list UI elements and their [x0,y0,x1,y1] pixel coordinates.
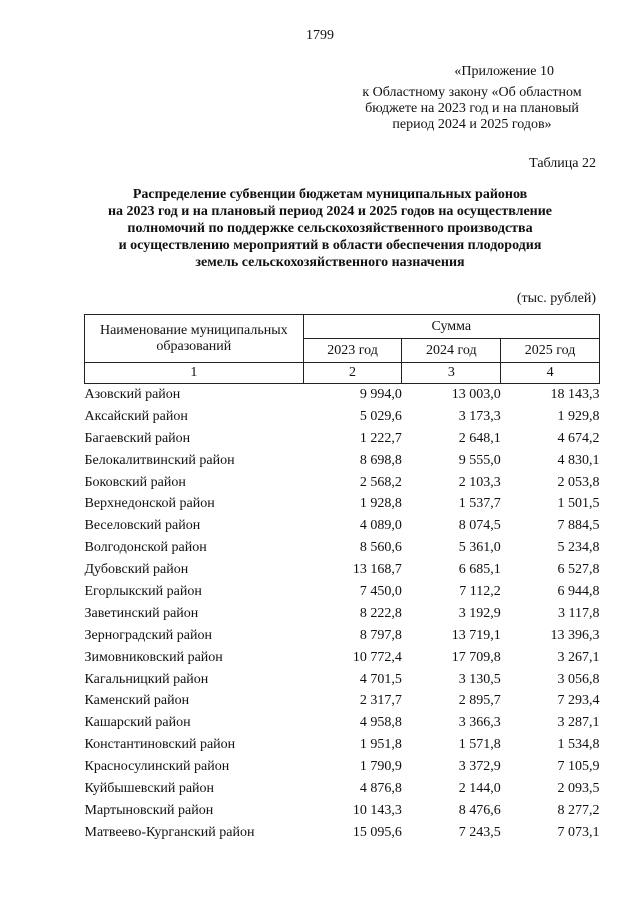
municipality-name: Зимовниковский район [84,649,223,665]
table-row [85,450,600,472]
header-municipality-line: образований [156,338,232,354]
table-row [85,559,600,581]
value-2023: 8 698,8 [359,452,402,468]
title-line: на 2023 год и на плановый период 2024 и 2025 годов на осуществление [107,204,553,219]
value-2023: 13 168,7 [352,562,402,578]
municipality-name: Мартыновский район [84,802,214,818]
value-2024: 2 103,3 [458,474,501,490]
title-line: Распределение субвенции бюджетам муниципальных районов [132,187,528,202]
value-2023: 1 928,8 [359,496,402,512]
table-number: Таблица 22 [529,156,596,171]
table-row [85,647,600,669]
table-row [85,537,600,559]
title-line: и осуществлению мероприятий в области обеспечения плодородия [118,238,542,253]
value-2025: 1 534,8 [557,737,600,753]
value-2025: 7 293,4 [557,693,600,709]
municipality-name: Кагальницкий район [84,671,209,687]
header-year-2023: 2023 год [303,339,402,363]
header-year-2025: 2025 год [501,339,600,363]
municipality-name: Красносулинский район [84,759,230,775]
value-2024: 7 243,5 [458,824,501,840]
table-row [85,493,600,515]
value-2024: 3 192,9 [458,605,501,621]
value-2023: 4 958,8 [359,715,402,731]
value-2024: 13 003,0 [451,386,501,402]
value-2025: 2 093,5 [557,780,600,796]
document-title [80,186,580,271]
value-2023: 1 790,9 [359,759,402,775]
value-2023: 2 317,7 [359,693,402,709]
table-row [85,472,600,494]
value-2024: 8 476,6 [458,802,501,818]
value-2025: 13 396,3 [550,627,600,643]
municipality-name: Каменский район [84,693,190,709]
header-municipality [85,315,304,363]
value-2023: 10 143,3 [352,802,402,818]
municipality-name: Боковский район [84,474,186,490]
table-row [85,625,600,647]
appendix-line: бюджете на 2023 год и на плановый [365,101,579,116]
value-2024: 8 074,5 [458,518,501,534]
table-body [85,384,600,844]
value-2025: 7 884,5 [557,518,600,534]
table-row [85,756,600,778]
value-2024: 5 361,0 [458,540,501,556]
header-index-2: 2 [303,363,402,384]
table-row [85,669,600,691]
municipality-name: Азовский район [84,386,181,402]
municipality-name: Константиновский район [84,737,236,753]
table-row [85,712,600,734]
value-2023: 10 772,4 [352,649,402,665]
subvention-table [84,314,600,844]
table-row [85,603,600,625]
value-2024: 2 895,7 [458,693,501,709]
units-label: (тыс. рублей) [516,291,596,306]
value-2023: 4 089,0 [359,518,402,534]
header-index-1: 1 [85,363,304,384]
value-2023: 9 994,0 [359,386,402,402]
value-2025: 18 143,3 [550,386,600,402]
value-2025: 1 501,5 [557,496,600,512]
value-2024: 3 130,5 [458,671,501,687]
value-2025: 5 234,8 [557,540,600,556]
header-sum: Сумма [303,315,599,339]
municipality-name: Заветинский район [84,605,199,621]
table-row [85,822,600,844]
title-line: полномочий по поддержке сельскохозяйственного производства [127,221,533,236]
header-municipality-line: Наименование муниципальных [99,322,288,338]
value-2025: 1 929,8 [557,408,600,424]
value-2023: 1 222,7 [359,430,402,446]
value-2024: 13 719,1 [451,627,501,643]
municipality-name: Верхнедонской район [84,496,215,512]
table-row [85,581,600,603]
header-year-2024: 2024 год [402,339,501,363]
table-row [85,778,600,800]
title-line: земель сельскохозяйственного назначения [195,255,465,270]
value-2023: 8 560,6 [359,540,402,556]
value-2025: 3 267,1 [557,649,600,665]
municipality-name: Куйбышевский район [84,780,215,796]
value-2025: 8 277,2 [557,802,600,818]
value-2024: 1 571,8 [458,737,501,753]
value-2025: 2 053,8 [557,474,600,490]
value-2025: 4 674,2 [557,430,600,446]
value-2023: 1 951,8 [359,737,402,753]
value-2025: 3 056,8 [557,671,600,687]
header-index-4: 4 [501,363,600,384]
value-2024: 2 144,0 [458,780,501,796]
value-2024: 6 685,1 [458,562,501,578]
municipality-name: Веселовский район [84,518,201,534]
value-2025: 3 117,8 [558,605,600,621]
value-2024: 7 112,2 [459,583,501,599]
appendix-line: период 2024 и 2025 годов» [392,117,552,132]
value-2024: 3 366,3 [458,715,501,731]
value-2023: 7 450,0 [359,583,402,599]
appendix-reference [342,85,602,133]
table-row [85,384,600,406]
page-number: 1799 [306,28,334,43]
municipality-name: Багаевский район [84,430,191,446]
value-2024: 3 372,9 [458,759,501,775]
value-2023: 4 876,8 [359,780,402,796]
table-row [85,428,600,450]
value-2023: 5 029,6 [359,408,402,424]
value-2025: 7 105,9 [557,759,600,775]
value-2024: 1 537,7 [458,496,501,512]
value-2023: 4 701,5 [359,671,402,687]
municipality-name: Дубовский район [84,562,189,578]
value-2023: 15 095,6 [352,824,402,840]
table-row [85,800,600,822]
municipality-name: Белокалитвинский район [84,452,235,468]
value-2024: 9 555,0 [458,452,501,468]
value-2025: 6 527,8 [557,562,600,578]
appendix-label: «Приложение 10 [454,64,554,79]
table-row [85,515,600,537]
value-2025: 4 830,1 [557,452,600,468]
appendix-line: к Областному закону «Об областном [362,85,582,100]
value-2024: 2 648,1 [458,430,501,446]
value-2023: 8 797,8 [359,627,402,643]
value-2025: 3 287,1 [557,715,600,731]
value-2023: 8 222,8 [359,605,402,621]
municipality-name: Кашарский район [84,715,191,731]
value-2025: 6 944,8 [557,583,600,599]
value-2023: 2 568,2 [359,474,402,490]
value-2024: 3 173,3 [458,408,501,424]
municipality-name: Аксайский район [84,408,188,424]
value-2025: 7 073,1 [557,824,600,840]
value-2024: 17 709,8 [451,649,501,665]
table-row [85,734,600,756]
table-row [85,406,600,428]
header-index-3: 3 [402,363,501,384]
municipality-name: Зерноградский район [84,627,212,643]
municipality-name: Волгодонской район [84,540,207,556]
municipality-name: Матвеево-Курганский район [84,824,255,840]
table-row [85,690,600,712]
municipality-name: Егорлыкский район [84,583,202,599]
